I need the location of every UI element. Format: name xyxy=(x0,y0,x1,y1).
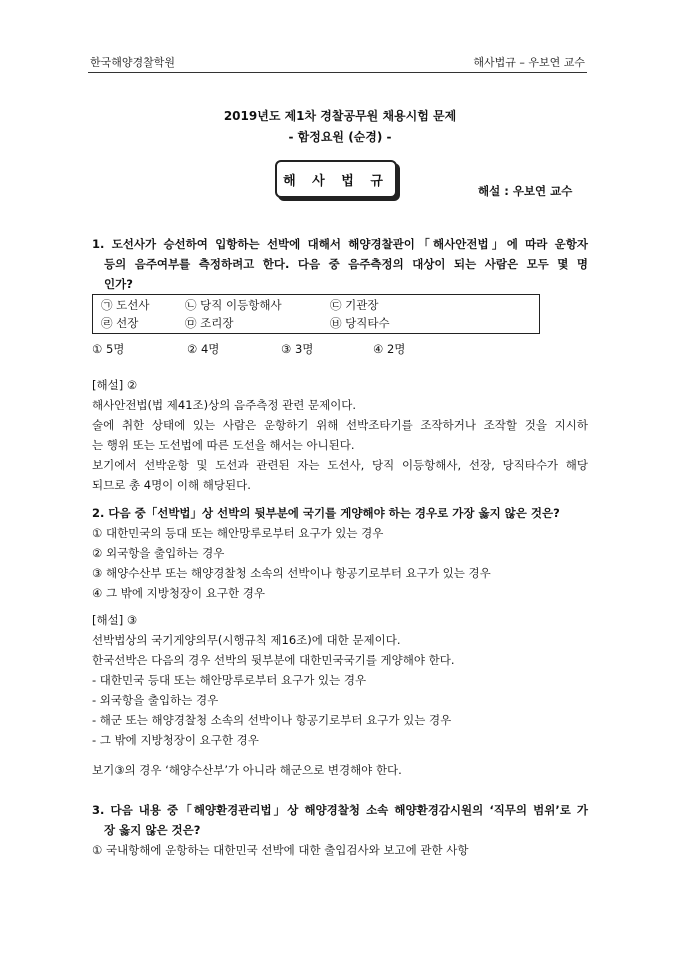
question-1-choice: ④ 2명 xyxy=(373,342,406,356)
exam-subtitle: - 함정요원 (순경) - xyxy=(288,130,392,144)
answer-1 xyxy=(92,375,588,495)
subject-label: 해 사 법 규 xyxy=(283,173,389,189)
question-2-choice: ③ 해양수산부 또는 해양경찰청 소속의 선박이나 항공기로부터 요구가 있는 경우 xyxy=(92,566,491,580)
answer-2-line: - 외국항을 출입하는 경우 xyxy=(92,693,219,707)
question-2-choice: ① 대한민국의 등대 또는 해안망루로부터 요구가 있는 경우 xyxy=(92,526,384,540)
question-2 xyxy=(92,503,588,603)
answer-2-line: - 해군 또는 해양경찰청 소속의 선박이나 항공기로부터 요구가 있는 경우 xyxy=(92,713,452,727)
answer-1-line: 술에 취한 상태에 있는 사람은 운항하기 위해 선박조타기를 조작하거나 조작할 것을 지시하 xyxy=(92,418,588,432)
answer-2-label: [해설] ③ xyxy=(92,613,138,627)
question-1-choice: ② 4명 xyxy=(187,342,220,356)
answer-1-line: 는 행위 또는 도선법에 따른 도선을 해서는 아니된다. xyxy=(92,438,355,452)
answer-2-line: 선박법상의 국기게양의무(시행규칙 제16조)에 대한 문제이다. xyxy=(92,633,401,647)
question-3-line-1: 3. 다음 내용 중「해양환경관리법」상 해양경찰청 소속 해양환경감시원의 ‘직무의 범위’로 가 xyxy=(92,803,588,817)
question-1-choice: ① 5명 xyxy=(92,342,125,356)
question-1-line-2: 등의 음주여부를 측정하려고 한다. 다음 중 음주측정의 대상이 되는 사람은 모두 몇 명 xyxy=(104,257,588,271)
question-3-line-2: 장 옳지 않은 것은? xyxy=(104,823,201,837)
option-box-item: ㉢ 기관장 xyxy=(330,298,379,312)
option-box-item: ㉠ 도선사 xyxy=(101,298,150,312)
question-1-options-box xyxy=(92,294,540,334)
answer-1-label: [해설] ② xyxy=(92,378,138,392)
question-1-line-1: 1. 도선사가 승선하여 입항하는 선박에 대해서 해양경찰관이「해사안전법」에 따라 운항자 xyxy=(92,237,588,251)
question-3-choice: ① 국내항해에 운항하는 대한민국 선박에 대한 출입검사와 보고에 관한 사항 xyxy=(92,843,469,857)
answer-1-line: 해사안전법(법 제41조)상의 음주측정 관련 문제이다. xyxy=(92,398,357,412)
answer-2 xyxy=(92,610,588,750)
answer-2-line: - 대한민국 등대 또는 해안망루로부터 요구가 있는 경우 xyxy=(92,673,367,687)
question-1-choice: ③ 3명 xyxy=(281,342,314,356)
subject-box xyxy=(275,160,397,198)
exam-title: 2019년도 제1차 경찰공무원 채용시험 문제 xyxy=(223,109,457,123)
header-divider xyxy=(88,72,587,73)
author-label: 해설 : 우보연 교수 xyxy=(478,184,573,198)
question-3 xyxy=(92,800,588,860)
header-course-info: 해사법규 – 우보연 교수 xyxy=(473,56,585,69)
answer-2-line: - 그 밖에 지방청장이 요구한 경우 xyxy=(92,733,259,747)
option-box-item: ㉥ 당직타수 xyxy=(330,316,390,330)
option-box-item: ㉡ 당직 이등항해사 xyxy=(185,298,282,312)
question-1 xyxy=(92,234,588,294)
answer-1-line: 되므로 총 4명이 이해 해당된다. xyxy=(92,478,251,492)
question-2-text: 2. 다음 중「선박법」상 선박의 뒷부분에 국기를 게양해야 하는 경우로 가장 옳지 않은 것은? xyxy=(92,506,560,520)
answer-2-line: 한국선박은 다음의 경우 선박의 뒷부분에 대한민국국기를 게양해야 한다. xyxy=(92,653,455,667)
option-box-item: ㉣ 선장 xyxy=(101,316,139,330)
question-1-line-3: 인가? xyxy=(104,277,133,291)
question-2-choice: ④ 그 밖에 지방청장이 요구한 경우 xyxy=(92,586,266,600)
answer-2-note: 보기③의 경우 ‘해양수산부’가 아니라 해군으로 변경해야 한다. xyxy=(92,763,402,777)
question-2-choice: ② 외국항을 출입하는 경우 xyxy=(92,546,225,560)
answer-1-line: 보기에서 선박운항 및 도선과 관련된 자는 도선사, 당직 이등항해사, 선장, 당직타수가 해당 xyxy=(92,458,588,472)
option-box-item: ㉤ 조리장 xyxy=(185,316,234,330)
header-academy-name: 한국해양경찰학원 xyxy=(90,56,176,69)
